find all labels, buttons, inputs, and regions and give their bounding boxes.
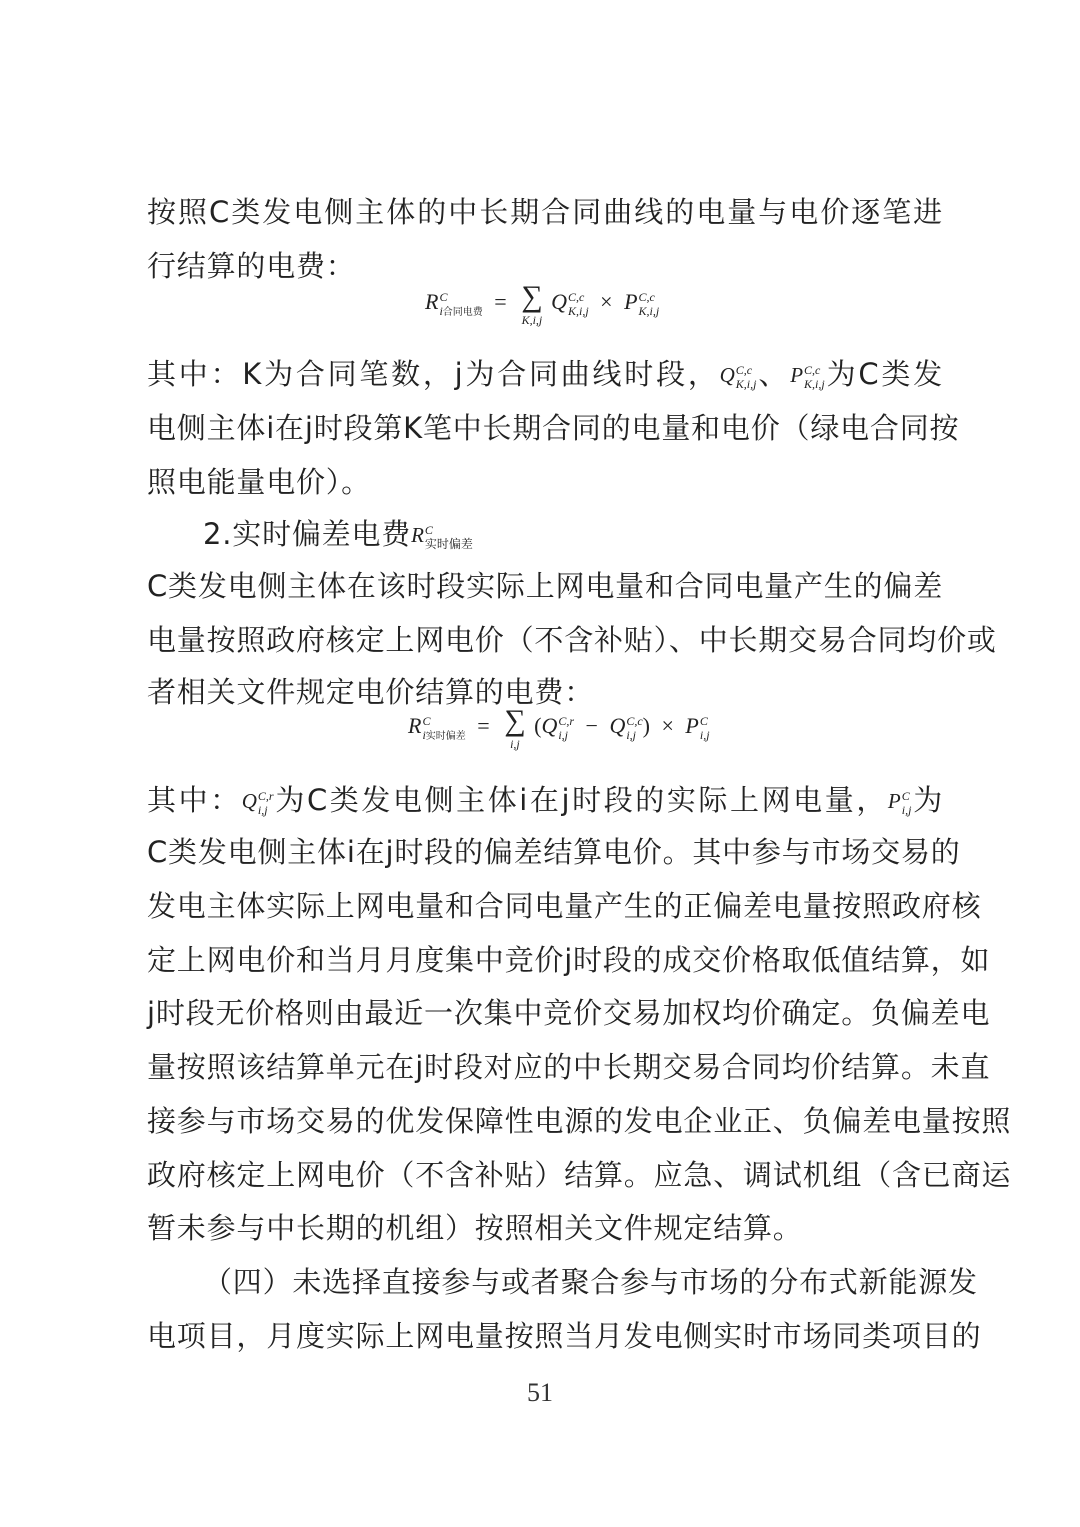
inline-formula-Pij: P C i,j <box>887 789 912 818</box>
body-line: 电量按照政府核定上网电价（不含补贴）、中长期交易合同均价或 <box>147 623 997 657</box>
inline-formula-Q: Q C,c K,i,j <box>719 363 757 392</box>
body-line: 暂未参与中长期的机组）按照相关文件规定结算。 <box>147 1211 803 1245</box>
formula-realtime-deviation-fee: R C i实时偏差 = ∑ i,j (Q C,r i,j − Q C,c i,j ) × P C i,j <box>408 704 710 751</box>
body-line: （四）未选择直接参与或者聚合参与市场的分布式新能源发 <box>203 1265 978 1299</box>
body-line: 定上网电价和当月月度集中竞价j时段的成交价格取低值结算，如 <box>147 943 991 977</box>
body-line: 政府核定上网电价（不含补贴）结算。应急、调试机组（含已商运 <box>147 1158 1012 1192</box>
page-number: 51 <box>527 1378 553 1407</box>
body-line: 发电主体实际上网电量和合同电量产生的正偏差电量按照政府核 <box>147 889 982 923</box>
body-line: j时段无价格则由最近一次集中竞价交易加权均价确定。负偏差电 <box>147 996 991 1030</box>
body-line: 电侧主体i在j时段第K笔中长期合同的电量和电价（绿电合同按 <box>147 411 960 445</box>
body-line: 照电能量电价）。 <box>147 465 371 499</box>
inline-formula-R: R C 实时偏差 <box>411 523 473 552</box>
body-line: 者相关文件规定电价结算的电费： <box>147 675 595 709</box>
body-line: 其中：K为合同笔数，j为合同曲线时段，Q C,c K,i,j 、P C,c K,i,j 为C类发 <box>147 357 943 392</box>
body-line: C类发电侧主体i在j时段的偏差结算电价。其中参与市场交易的 <box>147 835 961 869</box>
body-line: 接参与市场交易的优发保障性电源的发电企业正、负偏差电量按照 <box>147 1104 1012 1138</box>
body-line: 其中：Q C,r i,j 为C类发电侧主体i在j时段的实际上网电量，P C i,j 为 <box>147 783 944 818</box>
body-line: 按照C类发电侧主体的中长期合同曲线的电量与电价逐笔进 <box>147 195 943 229</box>
body-line: C类发电侧主体在该时段实际上网电量和合同电量产生的偏差 <box>147 569 943 603</box>
inline-formula-P: P C,c K,i,j <box>790 363 825 392</box>
body-line: 量按照该结算单元在j时段对应的中长期交易合同均价结算。未直 <box>147 1050 991 1084</box>
section-heading: 2.实时偏差电费R C 实时偏差 <box>203 517 473 552</box>
inline-formula-Qr: Q C,r i,j <box>241 789 274 818</box>
formula-contract-fee: R C i合同电费 = ∑ K,i,j Q C,c K,i,j × P C,c K,i,j <box>425 280 660 327</box>
body-line: 行结算的电费： <box>147 249 356 283</box>
body-line: 电项目，月度实际上网电量按照当月发电侧实时市场同类项目的 <box>147 1319 982 1353</box>
